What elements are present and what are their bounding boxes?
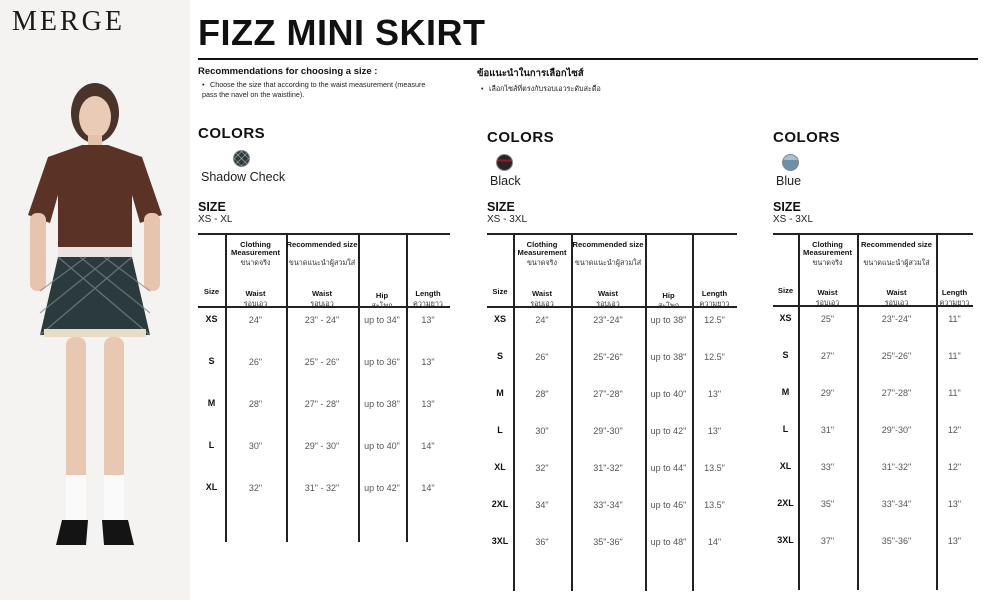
brand-logo: MERGE [12,6,125,37]
recommended-waist-value: 29" - 30" [304,441,340,451]
recommendation-text-thai: เลือกไซส์ที่ตรงกับรอบเอวระดับสะดือ [489,84,601,93]
color-swatch[interactable] [233,150,250,167]
header-clothing-measurement: Clothing Measurement [803,240,852,257]
length-value: 11" [948,314,961,324]
color-swatch[interactable] [782,154,799,171]
table-top-rule [487,233,737,235]
size-label-m: M [781,387,790,397]
length-value: 11" [948,351,961,361]
header-length-thai: ความยาว [699,299,730,308]
size-label-xs: XS [779,313,792,323]
colors-title: COLORS [198,125,266,142]
recommendation-text: Choose the size that according to the waist measurement (measure pass the navel on the waistline). [202,80,426,99]
header-recommended-size-thai: ขนาดแนะนำผู้สวมใส่ [288,258,356,267]
recommendation-item: • Choose the size that according to the waist measurement (measure pass the navel on the waistline). [202,80,426,99]
waist-value: 25" [820,314,835,324]
recommended-waist-value: 23"-24" [881,314,912,324]
hip-value: up to 38" [364,399,400,409]
waist-value: 37" [820,536,835,546]
hip-value: up to 42" [650,426,687,436]
length-value: 13" [421,357,435,367]
waist-value: 24" [248,315,263,325]
table-top-rule [773,233,973,235]
header-hip: Hip [375,291,389,300]
header-waist: Waist [598,289,618,298]
recommended-waist-value: 27"-28" [881,388,912,398]
header-length: Length [941,288,968,297]
table-top-rule [198,233,450,235]
header-length: Length [701,289,728,298]
header-clothing-measurement-thai: ขนาดจริง [812,258,843,267]
hip-value: up to 36" [364,357,400,367]
size-label-xs: XS [493,314,506,324]
recommended-waist-value: 27" - 28" [304,399,340,409]
waist-value: 30" [535,426,549,436]
recommended-waist-value: 31" - 32" [304,483,340,493]
size-chart-blue [773,0,1000,600]
recommended-waist-value: 25"-26" [593,352,623,362]
header-waist-thai: รอบเอว [884,298,909,307]
color-name: Shadow Check [201,170,286,184]
size-label-l: L [497,425,503,435]
size-label-xl: XL [205,482,218,492]
size-label-l: L [208,440,215,450]
length-value: 12.5" [704,315,725,325]
size-label-l: L [782,424,789,434]
length-value: 14" [707,537,722,547]
header-waist: Waist [886,288,907,297]
recommended-waist-value: 31"-32" [593,463,623,473]
size-range: XS - 3XL [487,214,528,225]
size-label-xl: XL [494,462,506,472]
length-value: 13.5" [704,463,725,473]
header-clothing-measurement-thai: ขนาดจริง [240,258,271,267]
waist-value: 36" [535,537,549,547]
table-column-rule [406,233,408,542]
waist-value: 34" [535,500,549,510]
length-value: 13" [947,536,962,546]
header-hip-thai: สะโพก [657,301,680,310]
color-name: Blue [776,174,802,188]
header-waist: Waist [817,288,838,297]
size-chart-shadow-check [198,0,443,600]
hip-value: up to 48" [650,537,687,547]
recommendations-heading-thai: ข้อแนะนำในการเลือกไซส์ [477,68,584,79]
waist-value: 32" [248,483,263,493]
hip-value: up to 40" [364,441,400,451]
table-column-rule [225,233,227,542]
length-value: 12.5" [704,352,725,362]
length-value: 13.5" [704,500,725,510]
header-waist: Waist [312,289,332,298]
size-label-xs: XS [205,314,218,324]
waist-value: 30" [248,441,263,451]
size-range: XS - 3XL [773,214,814,225]
size-label-s: S [496,351,503,361]
length-value: 14" [421,483,435,493]
colors-title: COLORS [487,129,555,146]
header-hip-thai: สะโพก [371,301,393,310]
model-photo-panel [0,0,190,600]
hip-value: up to 42" [364,483,400,493]
hip-value: up to 46" [650,500,687,510]
header-recommended-size: Recommended size [286,240,358,249]
header-length-thai: ความยาว [939,298,970,307]
size-label-2xl: 2XL [777,498,794,508]
waist-value: 26" [535,352,549,362]
size-label-3xl: 3XL [777,535,794,545]
recommended-waist-value: 33"-34" [881,499,912,509]
color-swatch[interactable] [496,154,513,171]
header-waist-thai: รอบเอว [243,299,268,308]
header-recommended-size: Recommended size [861,240,932,249]
size-label-s: S [208,356,215,366]
header-recommended-size: Recommended size [572,240,644,249]
length-value: 13" [947,499,962,509]
size-range: XS - XL [198,214,233,225]
size-title: SIZE [198,200,226,214]
waist-value: 26" [248,357,263,367]
header-size: Size [492,287,508,296]
waist-value: 32" [535,463,549,473]
size-chart-black [487,0,730,600]
hip-value: up to 34" [364,315,400,325]
table-column-rule [286,233,288,542]
color-name: Black [490,174,521,188]
recommended-waist-value: 25"-26" [881,351,912,361]
waist-value: 24" [535,315,549,325]
header-waist-thai: รอบเอว [815,298,840,307]
header-waist: Waist [245,289,266,298]
hip-value: up to 44" [650,463,687,473]
size-label-3xl: 3XL [491,536,509,546]
header-length: Length [415,289,441,298]
header-clothing-measurement: Clothing Measurement [231,240,280,257]
recommended-waist-value: 29"-30" [593,426,623,436]
waist-value: 35" [820,499,835,509]
recommended-waist-value: 23" - 24" [304,315,340,325]
size-label-m: M [496,388,504,398]
waist-value: 28" [535,389,549,399]
model-photo [0,45,190,600]
recommendation-item-thai: • เลือกไซส์ที่ตรงกับรอบเอวระดับสะดือ [481,84,601,93]
length-value: 14" [421,441,435,451]
waist-value: 28" [248,399,263,409]
hip-value: up to 38" [650,352,687,362]
size-label-xl: XL [779,461,792,471]
page-title: FIZZ MINI SKIRT [198,12,486,53]
recommended-waist-value: 35"-36" [593,537,623,547]
header-recommended-size-thai: ขนาดแนะนำผู้สวมใส่ [863,258,930,267]
hip-value: up to 40" [650,389,687,399]
recommended-waist-value: 29"-30" [881,425,912,435]
hip-value: up to 38" [650,315,687,325]
recommended-waist-value: 27"-28" [593,389,623,399]
recommended-waist-value: 35"-36" [881,536,912,546]
recommendations-heading: Recommendations for choosing a size : [198,66,378,77]
waist-value: 31" [820,425,835,435]
header-size: Size [203,287,220,296]
header-waist-thai: รอบเอว [310,299,334,308]
header-waist-thai: รอบเอว [596,299,620,308]
length-value: 13" [707,426,722,436]
length-value: 12" [947,462,962,472]
length-value: 11" [948,388,961,398]
length-value: 13" [421,399,435,409]
header-clothing-measurement-thai: ขนาดจริง [526,258,558,267]
recommended-waist-value: 33"-34" [593,500,623,510]
recommended-waist-value: 25" - 26" [304,357,340,367]
table-column-rule [358,233,360,542]
length-value: 12" [947,425,962,435]
header-length-thai: ความยาว [413,299,443,308]
size-label-m: M [207,398,216,408]
header-waist-thai: รอบเอว [530,299,554,308]
waist-value: 33" [820,462,835,472]
size-label-2xl: 2XL [491,499,509,509]
recommended-waist-value: 23"-24" [593,315,623,325]
size-label-s: S [782,350,789,360]
header-clothing-measurement: Clothing Measurement [517,240,567,257]
size-title: SIZE [487,200,515,214]
header-hip: Hip [662,291,675,300]
header-recommended-size-thai: ขนาดแนะนำผู้สวมใส่ [574,258,642,267]
waist-value: 27" [820,351,835,361]
length-value: 13" [707,389,722,399]
size-title: SIZE [773,200,801,214]
recommended-waist-value: 31"-32" [881,462,912,472]
header-waist: Waist [532,289,552,298]
header-size: Size [777,286,794,295]
length-value: 13" [421,315,435,325]
waist-value: 29" [820,388,835,398]
colors-title: COLORS [773,129,841,146]
